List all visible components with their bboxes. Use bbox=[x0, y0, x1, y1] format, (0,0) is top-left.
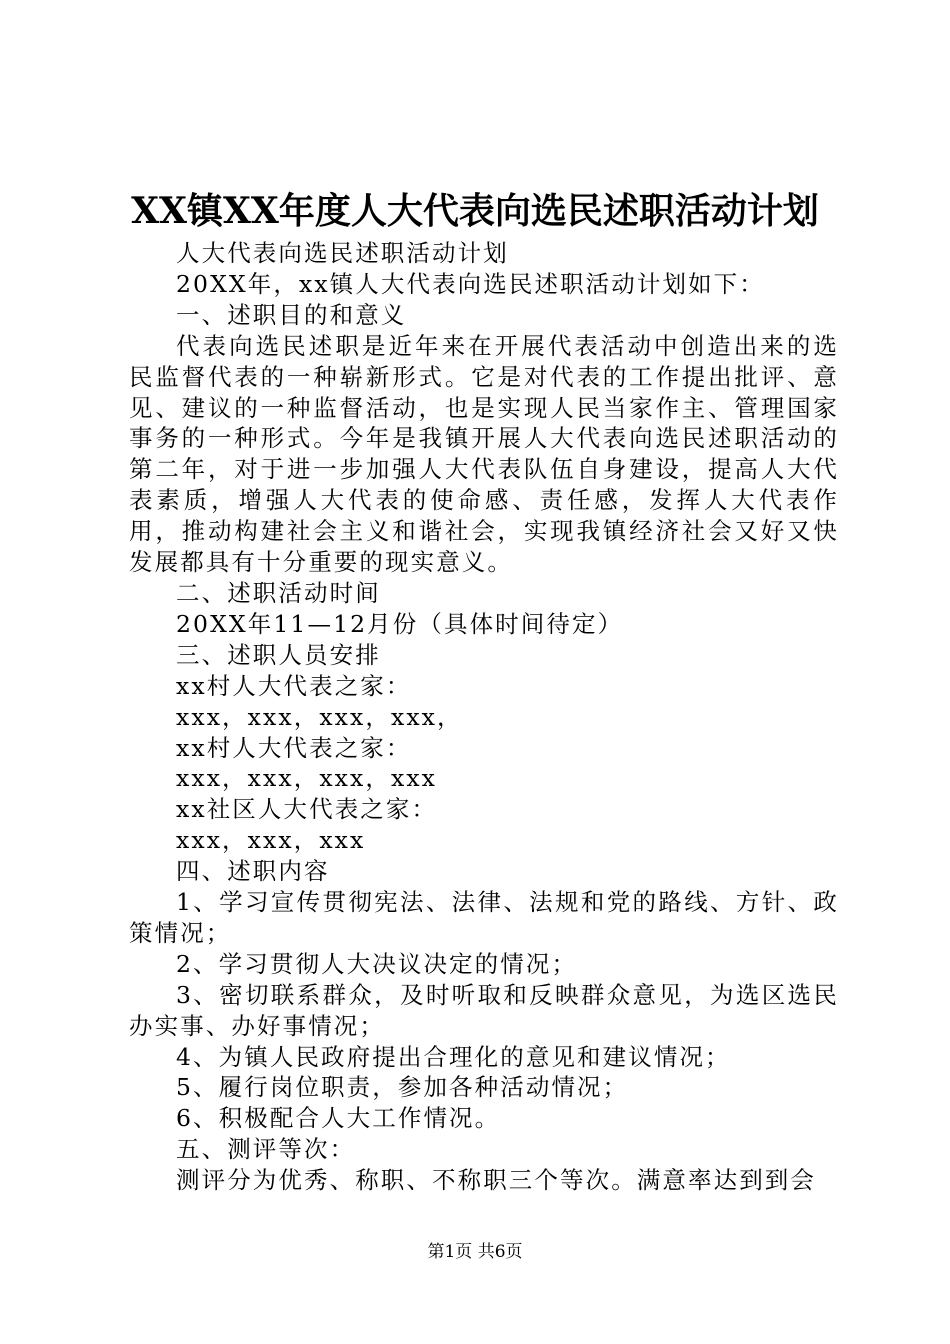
section-heading: 一、述职目的和意义 bbox=[176, 300, 407, 329]
paragraph: 代表向选民述职是近年来在开展代表活动中创造出来的选民监督代表的一种崭新形式。它是对代表的工作提出批评、意见、建议的一种监督活动，也是实现人民当家作主、管理国家事务的一种形式。今年是我镇开展人大代表向选民述职活动的第二年，对于进一步加强人大代表队伍自身建设，提高人大代表素质，增强人大代表的使命感、责任感，发挥人大代表作用，推动构建社会主义和谐社会，实现我镇经济社会又好又快发展都具有十分重要的现实意义。 bbox=[129, 331, 839, 577]
paragraph: 人大代表向选民述职活动计划 bbox=[176, 239, 509, 267]
list-item: xxx，xxx，xxx bbox=[176, 826, 366, 855]
paragraph: 测评分为优秀、称职、不称职三个等次。满意率达到到会 bbox=[176, 1166, 816, 1195]
paragraph: 20XX年，xx镇人大代表向选民述职活动计划如下： bbox=[176, 269, 765, 298]
list-item: xx社区人大代表之家： bbox=[176, 795, 438, 824]
list-item: xxx，xxx，xxx，xxx， bbox=[176, 702, 463, 731]
list-item: xx村人大代表之家： bbox=[176, 671, 412, 700]
list-item: 6、积极配合人大工作情况。 bbox=[176, 1104, 501, 1133]
section-heading: 四、述职内容 bbox=[176, 857, 330, 886]
list-item: xx村人大代表之家： bbox=[176, 733, 412, 762]
list-item: 1、学习宣传贯彻宪法、法律、法规和党的路线、方针、政策情况； bbox=[129, 888, 839, 947]
page-footer: 第1页 共6页 bbox=[427, 1242, 523, 1262]
document-body bbox=[129, 238, 839, 1196]
list-item: 2、学习贯彻人大决议决定的情况； bbox=[176, 949, 578, 978]
section-heading: 五、测评等次： bbox=[176, 1135, 356, 1164]
list-item: 5、履行岗位职责，参加各种活动情况； bbox=[176, 1073, 629, 1102]
document-title: XX镇XX年度人大代表向选民述职活动计划 bbox=[131, 190, 819, 232]
paragraph: 20XX年11—12月份（具体时间待定） bbox=[176, 609, 624, 638]
section-heading: 二、述职活动时间 bbox=[176, 578, 381, 607]
list-item: 4、为镇人民政府提出合理化的意见和建议情况； bbox=[176, 1042, 731, 1071]
section-heading: 三、述职人员安排 bbox=[176, 640, 381, 669]
list-item: 3、密切联系群众，及时听取和反映群众意见，为选区选民办实事、办好事情况； bbox=[129, 980, 839, 1040]
list-item: xxx，xxx，xxx，xxx bbox=[176, 764, 438, 793]
